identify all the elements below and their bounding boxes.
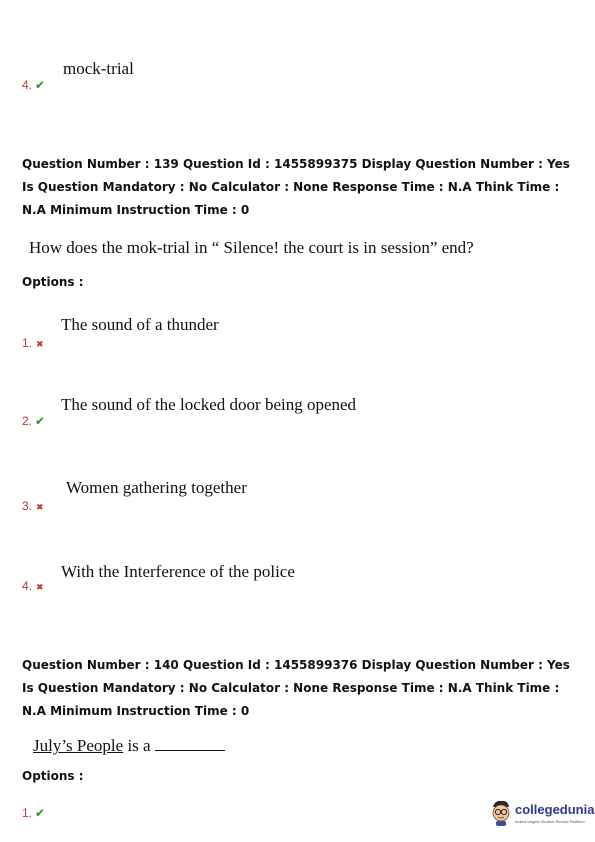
q140-option-1-number (22, 806, 45, 820)
option-number: 4. (22, 579, 33, 593)
prev-option-4-text: mock-trial (63, 59, 134, 78)
cross-icon: ✖ (36, 582, 44, 592)
q140-meta: Question Number : 140 Question Id : 1455899376 Display Question Number : Yes Is Question Mandatory : No Calculator : None Response Time : N.A Think Time : N.A Minimum Instruction Time : 0 (22, 658, 570, 718)
q140-blank-line (155, 736, 225, 751)
q140-question-rest: is a (123, 736, 151, 755)
option-number: 4. (22, 78, 33, 92)
q140-question-text (33, 736, 225, 756)
mascot-icon (489, 799, 513, 827)
option-number: 1. (22, 806, 33, 820)
q139-option-2-number (22, 414, 45, 428)
option-number: 3. (22, 499, 33, 513)
q139-question-text: How does the mok-trial in “ Silence! the court is in session” end? (29, 238, 474, 257)
q140-options-label: Options : (22, 769, 84, 783)
prev-option-4-number (22, 78, 45, 92)
check-icon: ✔ (35, 78, 46, 92)
q139-option-4-number (22, 579, 44, 593)
q139-option-3-number (22, 499, 44, 513)
collegedunia-watermark (489, 799, 595, 829)
q139-options-label: Options : (22, 275, 84, 289)
watermark-tagline: India's largest Student Review Platform (515, 819, 585, 824)
q139-option-4-text: With the Interference of the police (61, 562, 295, 581)
option-number: 2. (22, 414, 33, 428)
q139-option-1-text: The sound of a thunder (61, 315, 219, 334)
q139-option-2-text: The sound of the locked door being opened (61, 395, 357, 414)
q139-option-1-number (22, 336, 44, 350)
q139-meta: Question Number : 139 Question Id : 1455899375 Display Question Number : Yes Is Question Mandatory : No Calculator : None Response Time : N.A Think Time : N.A Minimum Instruction Time : 0 (22, 157, 570, 217)
check-icon: ✔ (35, 414, 46, 428)
option-number: 1. (22, 336, 33, 350)
q140-book-title: July’s People (33, 736, 124, 755)
q139-option-3-text: Women gathering together (66, 478, 247, 497)
cross-icon: ✖ (36, 339, 44, 349)
cross-icon: ✖ (36, 502, 44, 512)
watermark-brand: collegedunia (515, 802, 595, 817)
check-icon: ✔ (35, 806, 46, 820)
